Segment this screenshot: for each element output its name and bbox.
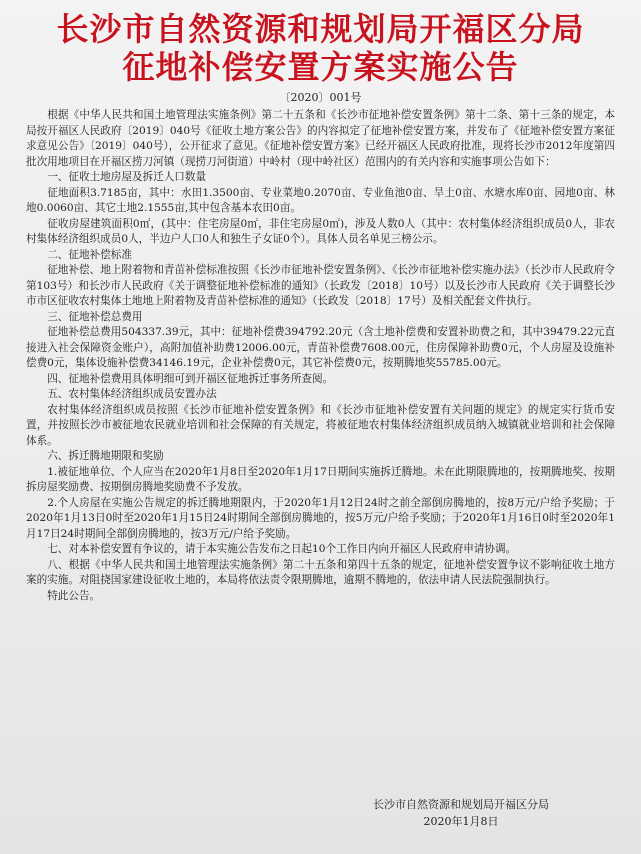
deadline-paragraph-2: 2.个人房屋在实施公告规定的拆迁腾地期限内，于2020年1月12日24时之前全部倒房腾地的，按8万元/户给予奖励；于2020年1月13日0时至2020年1月15日24时期间全部倒房腾地的，按5万元/户给予奖励；于2020年1月16日0时至2020年1月17日24时期间全部倒房腾地的，按3万元/户给予奖励。 (26, 496, 615, 540)
closing-line: 特此公告。 (47, 589, 101, 602)
section-7-paragraph: 七、对本补偿安置有争议的，请于本实施公告发布之日起10个工作日内向开福区人民政府申请协调。 (47, 543, 517, 555)
section-1-heading: 一、征收土地房屋及拆迁人口数量 (47, 171, 207, 183)
resettlement-paragraph: 农村集体经济组织成员按照《长沙市征地补偿安置条例》和《长沙市征地补偿安置有关问题的规定》的规定实行货币安置，并按照长沙市被征地农民就业培训和社会保障的有关规定，将被征地农村集体经济组织成员纳入城镇就业培训和社会保障体系。 (26, 403, 615, 447)
section-5-heading: 五、农村集体经济组织成员安置办法 (47, 388, 217, 400)
title-line-1: 长沙市自然资源和规划局开福区分局 (56, 10, 585, 48)
notice-body (26, 108, 615, 604)
land-area-paragraph: 征地面积3.7185亩，其中：水田1.3500亩、专业菜地0.2070亩、专业鱼池0亩、旱土0亩、水塘水库0亩、园地0亩、林地0.0060亩、其它土地2.1555亩,其中包含基本农田0亩。 (26, 186, 615, 214)
signature-date: 2020年1月8日 (423, 815, 499, 828)
section-4-paragraph: 四、征地补偿费用具体明细可到开福区征地拆迁事务所查阅。 (47, 372, 334, 385)
document-number: 〔2020〕001号 (279, 91, 362, 104)
section-6-heading: 六、拆迁腾地期限和奖励 (47, 450, 164, 462)
total-cost-paragraph: 征地补偿总费用504337.39元，其中：征地补偿费394792.20元（含土地补偿费和安置补助费之和，其中39479.22元直接进入社会保障资金账户），高附加值补助费12006.00元，青苗补偿费7608.00元，住房保障补助费0元，个人房屋及设施补偿费0元，集体设施补偿费34146.19元，企业补偿费0元，其它补偿费0元，按期腾地奖55785.00元。 (26, 326, 615, 369)
standard-paragraph: 征地补偿、地上附着物和青苗补偿标准按照《长沙市征地补偿安置条例》、《长沙市征地补偿实施办法》（长沙市人民政府令第103号）和长沙市人民政府《关于调整征地补偿标准的通知》（长政发〔2018〕10号）以及长沙市人民政府《关于调整长沙市市区征收农村集体土地地上附着物及青苗补偿标准的通知》（长政发〔2018〕17号）及相关配套文件执行。 (26, 264, 615, 307)
section-2-heading: 二、征地补偿标准 (47, 248, 132, 261)
section-8-paragraph: 八、根据《中华人民共和国土地管理法实施条例》第二十五条和第四十五条的规定，征地补偿安置争议不影响征收土地方案的实施。对阻挠国家建设征收土地的，本局将依法责令限期腾地，逾期不腾地的，依法申请人民法院强制执行。 (26, 558, 615, 586)
signature-org: 长沙市自然资源和规划局开福区分局 (373, 798, 549, 811)
house-area-paragraph: 征收房屋建筑面积0㎡，(其中：住宅房屋0㎡，非住宅房屋0㎡)，涉及人数0人（其中：农村集体经济组织成员0人，非农村集体经济组织成员0人，半边户人口0人和独生子女证0个）。具体人员名单见三榜公示。 (26, 217, 615, 245)
signature-block (373, 796, 549, 830)
intro-paragraph: 根据《中华人民共和国土地管理法实施条例》第二十五条和《长沙市征地补偿安置条例》第十二条、第十三条的规定，本局按开福区人民政府〔2019〕040号《征收土地方案公告》的内容拟定了征地补偿安置方案，并发布了《征地补偿安置方案征求意见公告》〔2019〕040号），公开征求了意见。《征地补偿安置方案》已经开福区人民政府批准，现将长沙市2012年度第四批次用地项目在开福区捞刀河镇（现捞刀河街道）中岭村（现中岭社区）范围内的有关内容和实施事项公告如下： (26, 109, 615, 168)
title-line-2: 征地补偿安置方案实施公告 (122, 48, 519, 86)
section-3-heading: 三、征地补偿总费用 (47, 310, 143, 323)
deadline-paragraph-1: 1.被征地单位、个人应当在2020年1月8日至2020年1月17日期间实施拆迁腾地。未在此期限腾地的，按期腾地奖、按期拆房屋奖励费、按期倒房腾地奖励费不予发放。 (26, 465, 615, 493)
